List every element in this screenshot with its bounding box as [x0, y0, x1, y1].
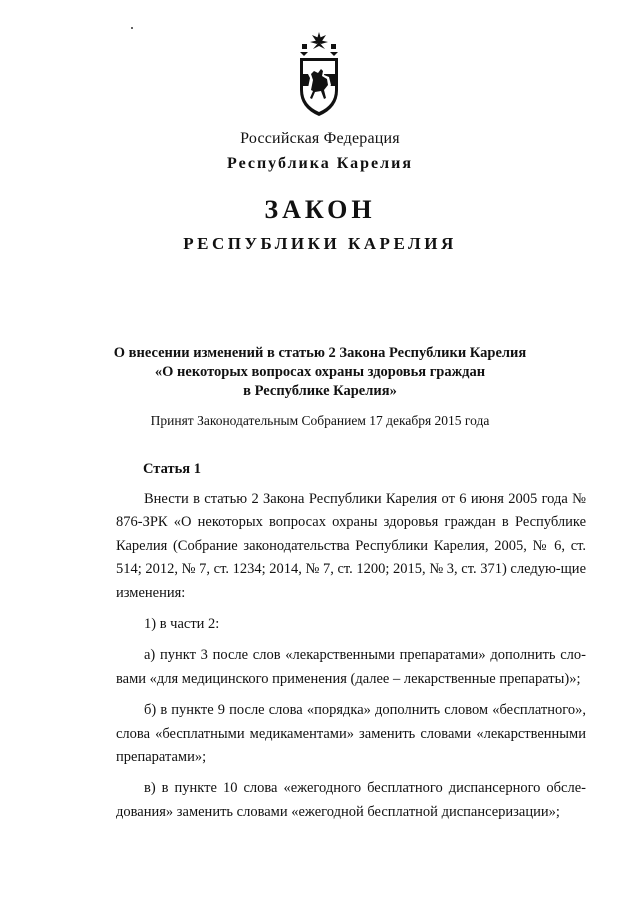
article-paragraph: в) в пункте 10 слова «ежегодного бесплатного диспансерного обсле-дования» заменить словами «ежегодной бесплатной диспансеризации»; — [116, 780, 586, 820]
adoption-note: Принят Законодательным Собранием 17 декабря 2015 года — [150, 413, 490, 428]
article-paragraph: б) в пункте 9 после слова «порядка» дополнить словом «бесплатного», слова «бесплатными медикаментами» заменить словами «лекарственными препаратами»; — [116, 702, 586, 766]
article-paragraph: 1) в части 2: — [144, 616, 220, 633]
document-title — [0, 344, 640, 401]
article-body — [116, 488, 586, 824]
law-subheading: РЕСПУБЛИКИ КАРЕЛИЯ — [183, 234, 457, 253]
article-heading: Статья 1 — [143, 461, 201, 477]
document-title-line: «О некоторых вопросах охраны здоровья граждан — [154, 364, 486, 380]
article-paragraph: Внести в статью 2 Закона Республики Карелия от 6 июня 2005 года № 876-ЗРК «О некоторых вопросах охраны здоровья граждан в Республике Карелия (Собрание законодательства Республики Карелия, 2005, № 6, ст. 514; 2012, № 7, ст. 1234; 2014, № 7, ст. 1200; 2015, № 3, ст. 371) следую-щие изменения: — [116, 491, 586, 601]
article-paragraph: а) пункт 3 после слов «лекарственными препаратами» дополнить сло-вами «для медицинского применения (далее – лекарственные препараты)»; — [116, 647, 586, 687]
scan-speck — [131, 27, 133, 29]
document-title-line: в Республике Карелия» — [243, 383, 397, 399]
karelia-coat-of-arms-icon — [294, 30, 344, 118]
document-title-line: О внесении изменений в статью 2 Закона Республики Карелия — [113, 345, 527, 361]
republic-name: Республика Карелия — [227, 155, 413, 172]
country-name: Российская Федерация — [240, 130, 400, 147]
law-heading: ЗАКОН — [264, 195, 376, 224]
